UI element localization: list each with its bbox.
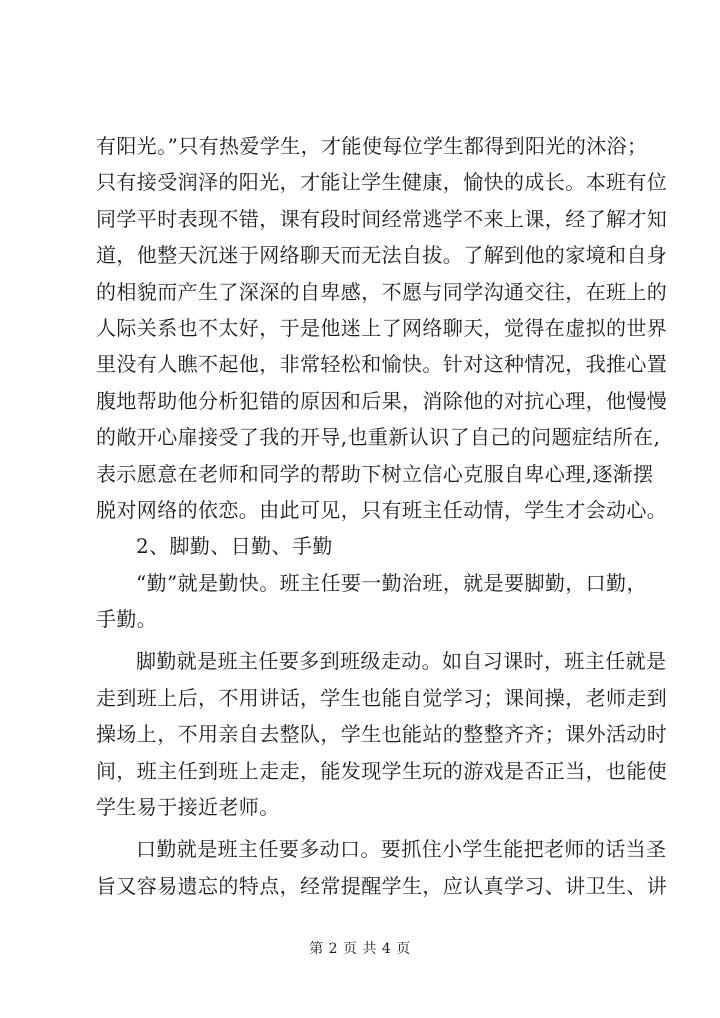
text-line: 腹地帮助他分析犯错的原因和后果，消除他的对抗心理，他慢慢 xyxy=(96,388,668,413)
text-line: 口勤就是班主任要多动口。要抓住小学生能把老师的话当圣 xyxy=(136,837,667,862)
text-line: 的敞开心扉接受了我的开导,也重新认识了自己的问题症结所在, xyxy=(96,425,661,450)
text-line: 同学平时表现不错，课有段时间经常逃学不来上课，经了解才知 xyxy=(96,206,668,231)
text-line: 旨又容易遗忘的特点，经常提醒学生，应认真学习、讲卫生、讲 xyxy=(96,873,668,898)
text-line: “勤”就是勤快。班主任要一勤治班，就是要脚勤，口勤， xyxy=(136,570,647,595)
text-line: 里没有人瞧不起他，非常轻松和愉快。针对这种情况，我推心置 xyxy=(96,352,668,377)
text-line: 有阳光。”只有热爱学生，才能使每位学生都得到阳光的沐浴； xyxy=(96,134,648,158)
text-line: 脚勤就是班主任要多到班级走动。如自习课时，班主任就是 xyxy=(136,649,667,674)
section-heading: 2、脚勤、日勤、手勤 xyxy=(136,534,333,559)
text-line: 表示愿意在老师和同学的帮助下树立信心克服自卑心理,逐渐摆 xyxy=(96,461,654,486)
text-line: 脱对网络的依恋。由此可见，只有班主任动情，学生才会动心。 xyxy=(96,497,668,522)
text-line: 只有接受润泽的阳光，才能让学生健康，愉快的成长。本班有位 xyxy=(96,170,668,195)
text-line: 操场上，不用亲自去整队，学生也能站的整整齐齐；课外活动时 xyxy=(96,722,668,747)
text-line: 走到班上后，不用讲话，学生也能自觉学习；课间操，老师走到 xyxy=(96,685,668,710)
text-line: 人际关系也不太好，于是他迷上了网络聊天，觉得在虚拟的世界 xyxy=(96,315,668,340)
text-line: 间，班主任到班上走走，能发现学生玩的游戏是否正当，也能使 xyxy=(96,758,668,783)
text-line: 的相貌而产生了深深的自卑感，不愿与同学沟通交往，在班上的 xyxy=(96,279,668,304)
text-line: 道，他整天沉迷于网络聊天而无法自拔。了解到他的家境和自身 xyxy=(96,243,668,268)
body-text xyxy=(96,128,668,904)
text-line: 学生易于接近老师。 xyxy=(96,795,280,820)
page-footer: 第 2 页 共 4 页 xyxy=(309,941,411,957)
text-line: 手勤。 xyxy=(96,607,158,632)
